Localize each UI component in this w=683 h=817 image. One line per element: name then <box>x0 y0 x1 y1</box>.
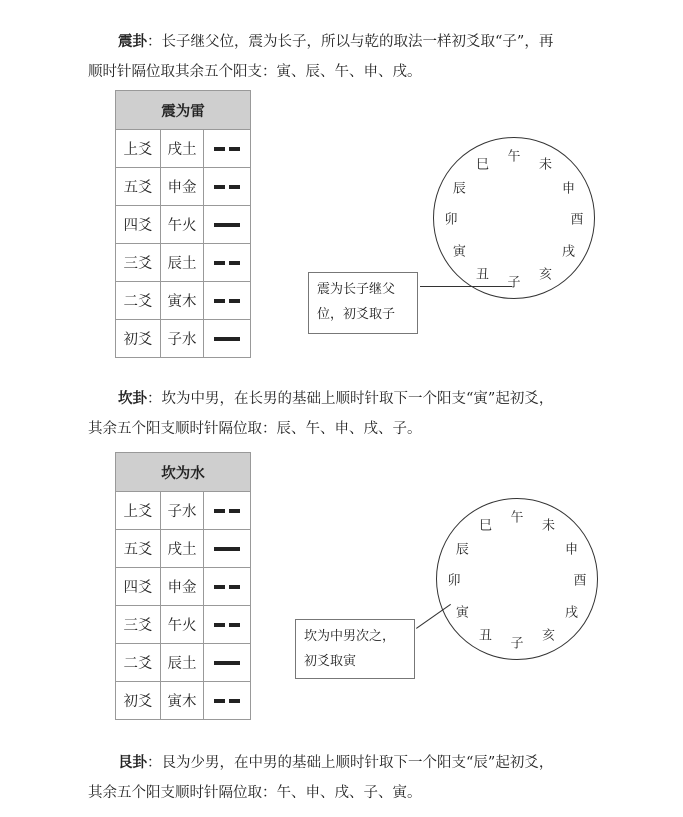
kan-title: 坎卦 <box>118 391 147 407</box>
earthly-branch-label: 寅 <box>455 605 469 620</box>
yao-line-cell <box>204 320 251 358</box>
earthly-branch-label: 午 <box>507 149 521 165</box>
yao-line-cell <box>204 282 251 320</box>
yao-row <box>116 644 251 682</box>
yao-line-cell <box>204 206 251 244</box>
yao-line-cell <box>204 130 251 168</box>
yin-line-icon <box>214 509 240 513</box>
note-line: 坎为中男次之， <box>304 629 396 644</box>
earthly-branch-label: 子 <box>507 275 521 291</box>
yang-line-icon <box>214 337 240 341</box>
earthly-branch-label: 申 <box>562 181 576 196</box>
table-header: 震为雷 <box>116 91 251 130</box>
yao-position: 上爻 <box>116 492 161 530</box>
zhen-leader-line <box>420 286 512 287</box>
yao-branch: 寅木 <box>161 282 204 320</box>
yao-branch: 子水 <box>161 320 204 358</box>
earthly-branch-label: 未 <box>538 157 553 173</box>
yao-row <box>116 130 251 168</box>
yao-row <box>116 492 251 530</box>
earthly-branch-label: 辰 <box>455 542 469 557</box>
yao-branch: 辰土 <box>161 244 204 282</box>
earthly-branch-label: 丑 <box>475 267 490 283</box>
yao-line-cell <box>204 530 251 568</box>
kan-note-box <box>295 619 415 679</box>
earthly-branch-label: 戌 <box>562 244 576 259</box>
earthly-branch-label: 辰 <box>452 181 466 196</box>
gen-title: 艮卦 <box>118 755 147 771</box>
yao-line-cell <box>204 244 251 282</box>
yao-position: 四爻 <box>116 206 161 244</box>
yao-position: 五爻 <box>116 168 161 206</box>
note-line: 震为长子继父 <box>317 282 396 297</box>
yang-line-icon <box>214 547 240 551</box>
kan-hexagram-table <box>115 452 251 720</box>
yao-row <box>116 282 251 320</box>
yao-line-cell <box>204 492 251 530</box>
yin-line-icon <box>214 699 240 703</box>
yao-row <box>116 206 251 244</box>
zhen-paragraph: 震卦：长子继父位，震为长子，所以与乾的取法一样初爻取“子”，再 顺时针隔位取其余五个阳支：寅、辰、午、申、戌。 <box>88 27 608 87</box>
earthly-branch-label: 卯 <box>444 212 458 228</box>
earthly-branch-label: 巳 <box>478 518 493 534</box>
yao-row <box>116 606 251 644</box>
earthly-branch-label: 申 <box>565 542 579 557</box>
earthly-branch-label: 午 <box>510 510 524 526</box>
yao-branch: 戌土 <box>161 130 204 168</box>
yao-row <box>116 568 251 606</box>
yao-position: 四爻 <box>116 568 161 606</box>
yang-line-icon <box>214 661 240 665</box>
earthly-branch-label: 子 <box>510 636 524 652</box>
yao-line-cell <box>204 168 251 206</box>
zhen-text-line1: 长子继父位，震为长子，所以与乾的取法一样初爻取“子”，再 <box>161 34 554 50</box>
yao-branch: 子水 <box>161 492 204 530</box>
yao-position: 五爻 <box>116 530 161 568</box>
table-header: 坎为水 <box>116 453 251 492</box>
yao-branch: 戌土 <box>161 530 204 568</box>
yao-line-cell <box>204 568 251 606</box>
earthly-branch-label: 亥 <box>541 628 556 644</box>
yin-line-icon <box>214 585 240 589</box>
yao-branch: 申金 <box>161 568 204 606</box>
yao-row <box>116 682 251 720</box>
earthly-branch-label: 巳 <box>475 157 490 173</box>
earthly-branch-label: 寅 <box>452 244 466 259</box>
zhen-note-box <box>308 272 418 334</box>
earthly-branch-label: 丑 <box>478 628 493 644</box>
yao-line-cell <box>204 682 251 720</box>
yao-position: 二爻 <box>116 282 161 320</box>
zhen-text-line2: 顺时针隔位取其余五个阳支：寅、辰、午、申、戌。 <box>88 64 422 80</box>
yao-row <box>116 244 251 282</box>
kan-paragraph: 坎卦：坎为中男，在长男的基础上顺时针取下一个阳支“寅”起初爻， 其余五个阳支顺时针隔位取：辰、午、申、戌、子。 <box>88 384 608 444</box>
yao-position: 上爻 <box>116 130 161 168</box>
yao-branch: 午火 <box>161 606 204 644</box>
yin-line-icon <box>214 261 240 265</box>
yao-branch: 辰土 <box>161 644 204 682</box>
yao-position: 三爻 <box>116 244 161 282</box>
earthly-branch-label: 未 <box>541 518 556 534</box>
yao-position: 二爻 <box>116 644 161 682</box>
earthly-branch-label: 亥 <box>538 267 553 283</box>
gen-text-line2: 其余五个阳支顺时针隔位取：午、申、戌、子、寅。 <box>88 785 422 801</box>
yao-row <box>116 530 251 568</box>
yao-row <box>116 320 251 358</box>
yao-branch: 寅木 <box>161 682 204 720</box>
kan-text-line1: 坎为中男，在长男的基础上顺时针取下一个阳支“寅”起初爻， <box>161 391 554 407</box>
yao-position: 初爻 <box>116 682 161 720</box>
gen-text-line1: 艮为少男，在中男的基础上顺时针取下一个阳支“辰”起初爻， <box>161 755 554 771</box>
earthly-branch-label: 酉 <box>570 212 584 228</box>
note-line: 位，初爻取子 <box>317 307 396 322</box>
note-line: 初爻取寅 <box>304 654 357 669</box>
yin-line-icon <box>214 185 240 189</box>
zhen-title: 震卦 <box>118 34 147 50</box>
gen-paragraph: 艮卦：艮为少男，在中男的基础上顺时针取下一个阳支“辰”起初爻， 其余五个阳支顺时针隔位取：午、申、戌、子、寅。 <box>88 748 608 808</box>
yao-branch: 午火 <box>161 206 204 244</box>
earthly-branch-label: 卯 <box>447 573 461 589</box>
earthly-branch-label: 戌 <box>565 605 579 620</box>
yin-line-icon <box>214 147 240 151</box>
zhen-hexagram-table <box>115 90 251 358</box>
kan-text-line2: 其余五个阳支顺时针隔位取：辰、午、申、戌、子。 <box>88 421 422 437</box>
yang-line-icon <box>214 223 240 227</box>
yao-branch: 申金 <box>161 168 204 206</box>
yao-row <box>116 168 251 206</box>
yao-position: 三爻 <box>116 606 161 644</box>
earthly-branch-label: 酉 <box>573 573 587 589</box>
yao-position: 初爻 <box>116 320 161 358</box>
yin-line-icon <box>214 623 240 627</box>
yao-line-cell <box>204 644 251 682</box>
yao-line-cell <box>204 606 251 644</box>
yin-line-icon <box>214 299 240 303</box>
